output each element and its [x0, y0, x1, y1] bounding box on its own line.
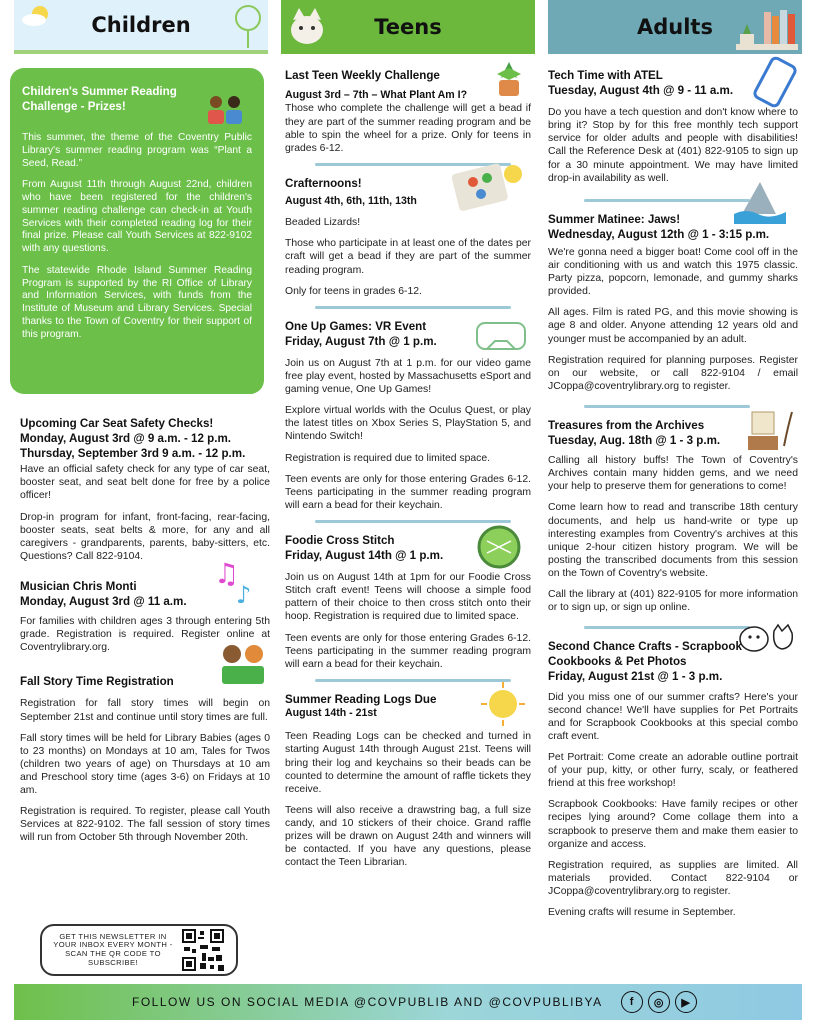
potted-plant-icon	[491, 58, 527, 98]
craft-palette-icon	[451, 158, 529, 212]
musician-date: Monday, August 3rd @ 11 a.m.	[20, 595, 187, 609]
sun-reading-icon	[477, 680, 529, 730]
stitch-title: Foodie Cross Stitch	[285, 534, 395, 548]
stitch-paragraph-2: Teen events are only for those entering Grades 6-12. Teens participating in the summer reading program will earn a bead for their keychain.	[285, 632, 531, 670]
teens-header	[281, 0, 535, 54]
teens-header-title: Teens	[374, 15, 442, 39]
archives-date: Tuesday, Aug. 18th @ 1 - 3 p.m.	[548, 434, 721, 448]
youtube-icon[interactable]: ▶	[675, 991, 697, 1013]
matinee-paragraph-3: Registration required for planning purposes. Register on our website, or call 822-9104 / email JCoppa@coventrylibrary.org to register.	[548, 354, 798, 392]
social-footer	[14, 984, 802, 1020]
challenge-paragraph-2: From August 11th through August 22nd, children who have been registered for the children's summer reading challenge can check-in at Youth Services with their completed reading log for their final prize. Please call Youth Services at 822-9102 with any questions.	[22, 179, 252, 255]
vr-headset-icon	[473, 315, 531, 355]
adults-column	[548, 68, 798, 927]
archives-title: Treasures from the Archives	[548, 419, 705, 432]
matinee-date: Wednesday, August 12th @ 1 - 3:15 p.m.	[548, 227, 770, 241]
crafts-paragraph-1: Did you miss one of our summer crafts? Here's your second chance! We'll have supplies for Pet Portraits and for Scrapbook Cookbooks at this special combo craft event.	[548, 691, 798, 742]
tech-date: Tuesday, August 4th @ 9 - 11 a.m.	[548, 84, 734, 98]
adults-header	[548, 0, 802, 54]
storytime-paragraph-1: Registration for fall story times will begin on September 21st and continue until story times are full.	[20, 698, 270, 723]
social-icons	[621, 991, 697, 1013]
teens-column	[285, 68, 531, 877]
divider	[584, 405, 750, 408]
musician-paragraph-1: For families with children ages 3 through entering 5th grade. Registration is required. Register online at Coventrylibrary.org.	[20, 616, 270, 654]
footer-text: FOLLOW US ON SOCIAL MEDIA @COVPUBLIB AND @COVPUBLIBYA	[132, 995, 603, 1009]
children-column	[20, 416, 270, 853]
qr-code-icon[interactable]	[182, 929, 224, 971]
stitch-date: Friday, August 14th @ 1 p.m.	[285, 549, 444, 563]
pet-faces-icon	[736, 623, 798, 657]
carseat-paragraph-2: Drop-in program for infant, front-facing, rear-facing, booster seats, seat belts & more, for any and all caregivers - grandparents, parents, baby-sitters, etc. Questions? Call 822-9104.	[20, 511, 270, 562]
storytime-paragraph-3: Registration is required. To register, please call Youth Services at 822-9102. The fall session of story times will run from October 5th through November 20th.	[20, 806, 270, 844]
vr-paragraph-4: Teen events are only for those entering Grades 6-12. Teens participating in the summer reading program will earn a bead for their keychain.	[285, 473, 531, 511]
bookshelf-icon	[734, 6, 800, 52]
sun-cloud-icon	[20, 2, 54, 28]
carseat-date-2: Thursday, September 3rd 9 a.m. - 12 p.m.	[20, 447, 246, 461]
logs-date: August 14th - 21st	[285, 706, 377, 719]
reading-kids-icon	[206, 94, 244, 128]
music-notes-icon	[212, 553, 264, 609]
matinee-paragraph-2: All ages. Film is rated PG, and this movie showing is age 8 and older. Anyone attending 12 years old and younger must be accompanied by an adult.	[548, 307, 798, 345]
matinee-title: Summer Matinee: Jaws!	[548, 212, 681, 226]
children-header-title: Children	[91, 13, 191, 37]
vr-paragraph-3: Registration is required due to limited space.	[285, 452, 491, 464]
tech-paragraph-1: Do you have a tech question and don't know where to bring it? Stop by for this free monthly tech support service for older adults and people with disabilities! Call the Reference Desk at (401) 822-9105 to sign up for a 30 minute appointment. We may have limited drop-in availability as well.	[548, 107, 798, 184]
archives-paragraph-2: Come learn how to read and transcribe 18th century documents, and help us hand-write or type up interesting examples from Coventry's archives at this unique 2-hour citizen history program. We will be posting the transcribed documents from this session on the Town of Coventry's website.	[548, 502, 798, 579]
carseat-date-1: Monday, August 3rd @ 9 a.m. - 12 p.m.	[20, 432, 232, 446]
vr-title: One Up Games: VR Event	[285, 319, 427, 333]
scroll-quill-icon	[744, 406, 796, 454]
storytime-title: Fall Story Time Registration	[20, 675, 174, 689]
adults-header-title: Adults	[637, 15, 713, 39]
shark-icon	[732, 178, 788, 224]
logs-paragraph-2: Teens will also receive a drawstring bag, a full size candy, and 10 stickers of their choice. Grand raffle prizes will be drawn on August 24th and winners will be contacted. If you have any questions, please contact the Teen Librarian.	[285, 804, 531, 869]
cat-icon	[287, 6, 327, 48]
kids-reading-book-icon	[218, 642, 268, 688]
divider	[584, 199, 750, 202]
crafts-paragraph-3: Scrapbook Cookbooks: Have family recipes or other recipes lying around? Come collage them into a scrapbook to preserve them and make them easier to organize and access.	[548, 799, 798, 850]
crafts-paragraph-4: Registration required, as supplies are limited. All materials provided. Contact 822-9104 or JCoppa@coventrylibrary.org to register.	[548, 859, 798, 897]
crafts-paragraph-2: Pet Portrait: Come create an adorable outline portrait of your pup, kitty, or other furry, scaly, or feathered friend at this free workshop!	[548, 751, 798, 790]
archives-paragraph-1: Calling all history buffs! The Town of Coventry's Archives contain many hidden gems, and we need your help to preserve them for generations to come!	[548, 455, 798, 493]
crafternoons-paragraph-3: Only for teens in grades 6-12.	[285, 285, 422, 297]
storytime-paragraph-2: Fall story times will be held for Library Babies (ages 0 to 23 months) on Mondays at 10 am, Tales for Twos (children two years of age) on Thursdays at 10 am and Preschool story time (ages 3-6) on Fridays at 10 am.	[20, 732, 270, 797]
archives-paragraph-3: Call the library at (401) 822-9105 for more information or to sign up, or sign up online.	[548, 589, 798, 614]
crafts-title: Second Chance Crafts - Scrapbook Cookbooks & Pet Photos	[548, 640, 742, 669]
matinee-paragraph-1: We're gonna need a bigger boat! Come cool off in the air conditioning with us and watch this 1975 classic. Party pizza, popcorn, lemonade, and gummy sharks provided.	[548, 246, 798, 298]
tech-title: Tech Time with ATEL	[548, 69, 663, 82]
carseat-title: Upcoming Car Seat Safety Checks!	[20, 417, 214, 430]
smartphone-icon	[752, 56, 800, 108]
vr-paragraph-1: Join us on August 7th at 1 p.m. for our video game free play event, hosted by Massachusetts eSport and gaming venue, One Up Games!	[285, 357, 531, 396]
crafts-date: Friday, August 21st @ 1 - 3 p.m.	[548, 670, 723, 684]
weekly-challenge-paragraph-1: Those who complete the challenge will get a bead if they are part of the summer reading program and be able to spin the wheel for a prize. Only for teens in grades 6-12.	[285, 103, 531, 154]
weekly-challenge-date: August 3rd – 7th – What Plant Am I?	[285, 89, 468, 102]
newsletter-qr-box[interactable]	[40, 924, 238, 976]
divider	[315, 306, 511, 309]
crafternoons-date: August 4th, 6th, 11th, 13th	[285, 194, 417, 207]
challenge-paragraph-3: The statewide Rhode Island Summer Reading Program is supported by the RI Office of Library and Information Services, with funds from the Institute of Museum and Library Services. Special thanks to the Town of Coventry for their support of this program.	[22, 264, 252, 340]
divider	[584, 626, 750, 629]
logs-title: Summer Reading Logs Due	[285, 692, 437, 706]
crafts-paragraph-5: Evening crafts will resume in September.	[548, 907, 736, 919]
logs-paragraph-1: Teen Reading Logs can be checked and turned in starting August 14th through August 21st. Teens will bring their log and keychains so their beads can be counted to determine the amount of raffle tickets they receive.	[285, 731, 531, 795]
carseat-paragraph-1: Have an official safety check for any type of car seat, booster seat, and seat belt done for free by a police officer!	[20, 464, 270, 502]
facebook-icon[interactable]: f	[621, 991, 643, 1013]
qr-text: GET THIS NEWSLETTER IN YOUR INBOX EVERY MONTH - SCAN THE QR CODE TO SUBSCRIBE!	[53, 931, 173, 967]
challenge-title: Children's Summer Reading Challenge - Prizes!	[22, 85, 177, 114]
svg-text:♪: ♪	[236, 580, 252, 609]
stitch-paragraph-1: Join us on August 14th at 1pm for our Foodie Cross Stitch craft event! Teens will choose a simple food pattern of their choice to then cross stitch onto their hoop. Registration is required due to limited space.	[285, 572, 531, 623]
crafternoons-paragraph-1: Beaded Lizards!	[285, 217, 361, 229]
summer-reading-challenge-box	[10, 68, 264, 394]
weekly-challenge-title: Last Teen Weekly Challenge	[285, 69, 440, 82]
vr-paragraph-2: Explore virtual worlds with the Oculus Quest, or play the latest titles on Xbox Series S, PlayStation 5, and Nintendo Switch!	[285, 405, 531, 443]
crafternoons-paragraph-2: Those who participate in at least one of the dates per craft will get a bead if they are part of the summer reading program.	[285, 238, 531, 276]
instagram-icon[interactable]: ◎	[648, 991, 670, 1013]
svg-text:♫: ♫	[214, 556, 240, 590]
tree-icon	[232, 2, 264, 48]
vr-date: Friday, August 7th @ 1 p.m.	[285, 334, 437, 348]
children-header	[14, 0, 268, 54]
embroidery-hoop-icon	[473, 521, 525, 571]
crafternoons-title: Crafternoons!	[285, 176, 362, 190]
challenge-paragraph-1: This summer, the theme of the Coventry Public Library's summer reading program was “Plant a Seed, Read.”	[22, 132, 252, 169]
musician-title: Musician Chris Monti	[20, 579, 137, 593]
